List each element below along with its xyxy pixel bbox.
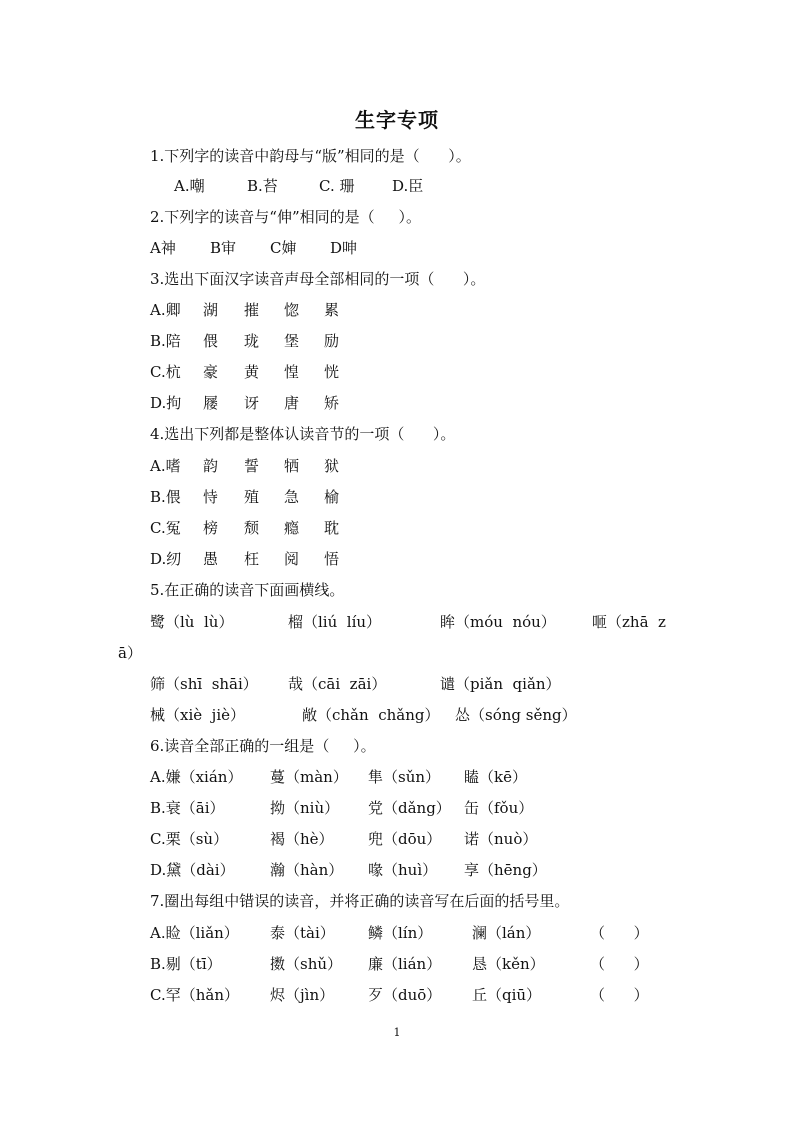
char-cell: 瘾	[284, 519, 300, 537]
pinyin-item: 拗（niù）	[270, 799, 340, 817]
question-5-wrap-text: ā）	[118, 644, 142, 662]
pinyin-item: 隼（sǔn）	[368, 768, 441, 786]
pinyin-item: 瞌（kē）	[464, 768, 527, 786]
char-cell: 牺	[284, 457, 300, 475]
char-cell: 豪	[203, 363, 219, 381]
pinyin-item: 澜（lán）	[472, 924, 541, 942]
page-number: 1	[393, 1026, 401, 1039]
question-4-stem: 4.选出下列都是整体认读音节的一项（ ）。	[150, 425, 456, 443]
pinyin-item: D.黛（dài）	[150, 861, 235, 879]
option-c: C. 珊	[319, 177, 355, 195]
pinyin-item: A.睑（liǎn）	[150, 924, 239, 942]
answer-blank: （ ）	[590, 986, 649, 1004]
char-cell: 誓	[244, 457, 260, 475]
pinyin-item: 喙（huì）	[368, 861, 438, 879]
pinyin-item: 泰（tài）	[270, 924, 335, 942]
char-cell: 惚	[284, 301, 300, 319]
char-cell: 殖	[244, 488, 260, 506]
pinyin-item: 蔓（màn）	[270, 768, 348, 786]
char-cell: 耽	[324, 519, 340, 537]
char-cell: 励	[324, 332, 340, 350]
pinyin-item: C.罕（hǎn）	[150, 986, 239, 1004]
char-cell: 榜	[203, 519, 219, 537]
pinyin-choice: 眸（móu nóu）	[440, 613, 556, 631]
question-1-stem: 1.下列字的读音中韵母与“版”相同的是（ ）。	[150, 147, 471, 165]
pinyin-item: A.嫌（xián）	[150, 768, 243, 786]
option-b: B.苔	[247, 177, 278, 195]
char-cell: 恍	[324, 363, 340, 381]
pinyin-item: 缶（fǒu）	[464, 799, 534, 817]
pinyin-item: 廉（lián）	[368, 955, 442, 973]
question-2-stem: 2.下列字的读音与“伸”相同的是（ ）。	[150, 208, 421, 226]
option-a: A神	[150, 239, 176, 257]
pinyin-item: 党（dǎng）	[368, 799, 451, 817]
option-d: D呻	[330, 239, 358, 257]
answer-blank: （ ）	[590, 955, 649, 973]
char-cell: 唐	[284, 394, 300, 412]
char-cell: 急	[284, 488, 300, 506]
char-cell: 黄	[244, 363, 260, 381]
char-cell: 摧	[244, 301, 260, 319]
pinyin-item: B.剔（tī）	[150, 955, 222, 973]
pinyin-choice: 械（xiè jiè）	[150, 706, 245, 724]
pinyin-item: B.衰（āi）	[150, 799, 225, 817]
question-7-stem: 7.圈出每组中错误的读音，并将正确的读音写在后面的括号里。	[150, 892, 570, 910]
char-cell: 堡	[284, 332, 300, 350]
char-cell: 愚	[203, 550, 219, 568]
pinyin-choice: 鹭（lù lù）	[150, 613, 234, 631]
char-cell: 韵	[203, 457, 219, 475]
pinyin-item: 烬（jìn）	[270, 986, 335, 1004]
char-cell: 偎	[203, 332, 219, 350]
answer-blank: （ ）	[590, 924, 649, 942]
char-cell: 湖	[203, 301, 219, 319]
pinyin-choice: 哉（cāi zāi）	[288, 675, 387, 693]
char-cell: 阅	[284, 550, 300, 568]
pinyin-choice: 怂（sóng sěng）	[455, 706, 577, 724]
page-title: 生字专项	[355, 108, 439, 132]
char-cell: 恃	[203, 488, 219, 506]
char-cell: 屦	[203, 394, 219, 412]
question-6-stem: 6.读音全部正确的一组是（ ）。	[150, 737, 376, 755]
option-a: A.嘲	[174, 177, 205, 195]
char-cell: 榆	[324, 488, 340, 506]
pinyin-item: 诺（nuò）	[464, 830, 538, 848]
option-b: B审	[210, 239, 237, 257]
pinyin-item: 瀚（hàn）	[270, 861, 344, 879]
question-3-stem: 3.选出下面汉字读音声母全部相同的一项（ ）。	[150, 270, 486, 288]
pinyin-choice: 敞（chǎn chǎng）	[302, 706, 440, 724]
char-cell: 悟	[324, 550, 340, 568]
char-cell: A.卿	[150, 301, 181, 319]
option-d: D.臣	[392, 177, 424, 195]
pinyin-choice: 榴（liú líu）	[288, 613, 382, 631]
char-cell: 珑	[244, 332, 260, 350]
pinyin-item: 丘（qiū）	[472, 986, 542, 1004]
pinyin-choice: 筛（shī shāi）	[150, 675, 258, 693]
pinyin-item: C.栗（sù）	[150, 830, 229, 848]
option-c: C婶	[270, 239, 297, 257]
pinyin-choice: 谴（piǎn qiǎn）	[440, 675, 561, 693]
char-cell: A.嗜	[150, 457, 181, 475]
char-cell: D.纫	[150, 550, 182, 568]
char-cell: 矫	[324, 394, 340, 412]
pinyin-item: 恳（kěn）	[472, 955, 545, 973]
char-cell: 颓	[244, 519, 260, 537]
char-cell: C.冤	[150, 519, 181, 537]
char-cell: 讶	[244, 394, 260, 412]
pinyin-item: 歹（duō）	[368, 986, 442, 1004]
char-cell: 狱	[324, 457, 340, 475]
pinyin-item: 享（hēng）	[464, 861, 547, 879]
char-cell: 累	[324, 301, 340, 319]
char-cell: 枉	[244, 550, 260, 568]
pinyin-item: 擞（shǔ）	[270, 955, 343, 973]
question-5-stem: 5.在正确的读音下面画横线。	[150, 581, 345, 599]
char-cell: D.拘	[150, 394, 182, 412]
pinyin-item: 鳞（lín）	[368, 924, 433, 942]
pinyin-item: 兜（dōu）	[368, 830, 442, 848]
char-cell: 惶	[284, 363, 300, 381]
char-cell: B.偎	[150, 488, 181, 506]
pinyin-choice: 咂（zhā z	[592, 613, 666, 631]
char-cell: C.杭	[150, 363, 181, 381]
pinyin-item: 褐（hè）	[270, 830, 334, 848]
char-cell: B.陪	[150, 332, 181, 350]
